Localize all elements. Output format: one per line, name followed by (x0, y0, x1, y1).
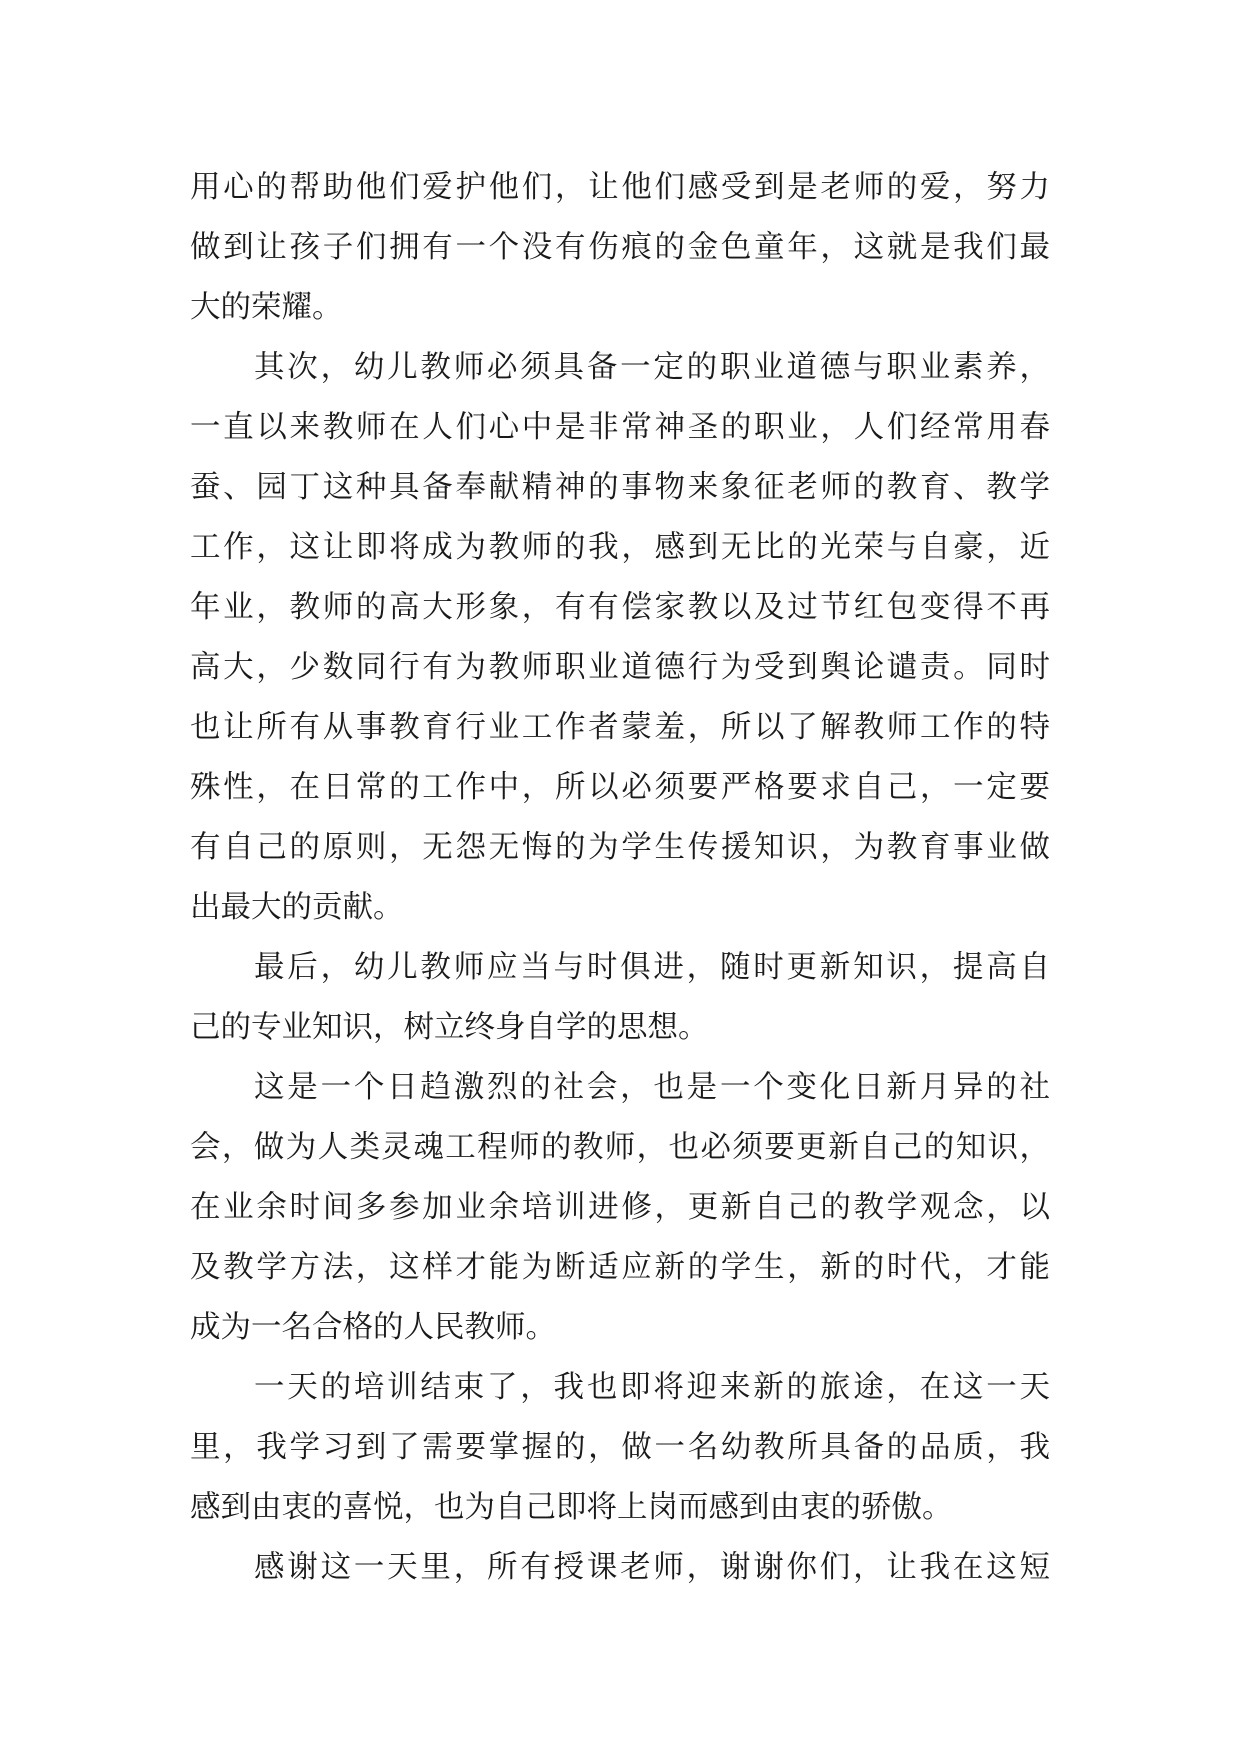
text-line: 出最大的贡献。 (190, 890, 404, 925)
text-line: 高大，少数同行有为教师职业道德行为受到舆论谴责。同时 (190, 650, 1050, 685)
text-line: 大的荣耀。 (190, 290, 343, 325)
text-line: 这是一个日趋激烈的社会，也是一个变化日新月异的社 (254, 1070, 1050, 1105)
text-line: 也让所有从事教育行业工作者蒙羞，所以了解教师工作的特 (190, 710, 1050, 745)
paragraph (190, 158, 1050, 338)
text-line: 一天的培训结束了，我也即将迎来新的旅途，在这一天 (254, 1370, 1050, 1405)
text-line: 里，我学习到了需要掌握的，做一名幼教所具备的品质，我 (190, 1430, 1050, 1465)
text-line: 用心的帮助他们爱护他们，让他们感受到是老师的爱，努力 (190, 170, 1050, 205)
text-line: 其次，幼儿教师必须具备一定的职业道德与职业素养， (254, 350, 1050, 385)
paragraph (190, 1538, 1050, 1598)
text-line: 年业，教师的高大形象，有有偿家教以及过节红包变得不再 (190, 590, 1050, 625)
text-line: 在业余时间多参加业余培训进修，更新自己的教学观念，以 (190, 1190, 1050, 1225)
text-line: 一直以来教师在人们心中是非常神圣的职业，人们经常用春 (190, 410, 1050, 445)
text-line: 及教学方法，这样才能为断适应新的学生，新的时代，才能 (190, 1250, 1050, 1285)
paragraph (190, 1358, 1050, 1538)
text-line: 殊性，在日常的工作中，所以必须要严格要求自己，一定要 (190, 770, 1050, 805)
paragraph (190, 338, 1050, 938)
text-line: 感到由衷的喜悦，也为自己即将上岗而感到由衷的骄傲。 (190, 1490, 953, 1525)
text-line: 最后，幼儿教师应当与时俱进，随时更新知识，提高自 (254, 950, 1050, 985)
text-line: 会，做为人类灵魂工程师的教师，也必须要更新自己的知识， (190, 1130, 1050, 1165)
text-line: 工作，这让即将成为教师的我，感到无比的光荣与自豪，近 (190, 530, 1050, 565)
paragraph (190, 1058, 1050, 1358)
text-line: 感谢这一天里，所有授课老师，谢谢你们，让我在这短 (254, 1550, 1050, 1585)
text-line: 蚕、园丁这种具备奉献精神的事物来象征老师的教育、教学 (190, 470, 1050, 505)
text-line: 有自己的原则，无怨无悔的为学生传援知识，为教育事业做 (190, 830, 1050, 865)
text-line: 做到让孩子们拥有一个没有伤痕的金色童年，这就是我们最 (190, 230, 1050, 265)
document-body (190, 158, 1050, 1598)
text-line: 成为一名合格的人民教师。 (190, 1310, 556, 1345)
paragraph (190, 938, 1050, 1058)
text-line: 己的专业知识，树立终身自学的思想。 (190, 1010, 709, 1045)
